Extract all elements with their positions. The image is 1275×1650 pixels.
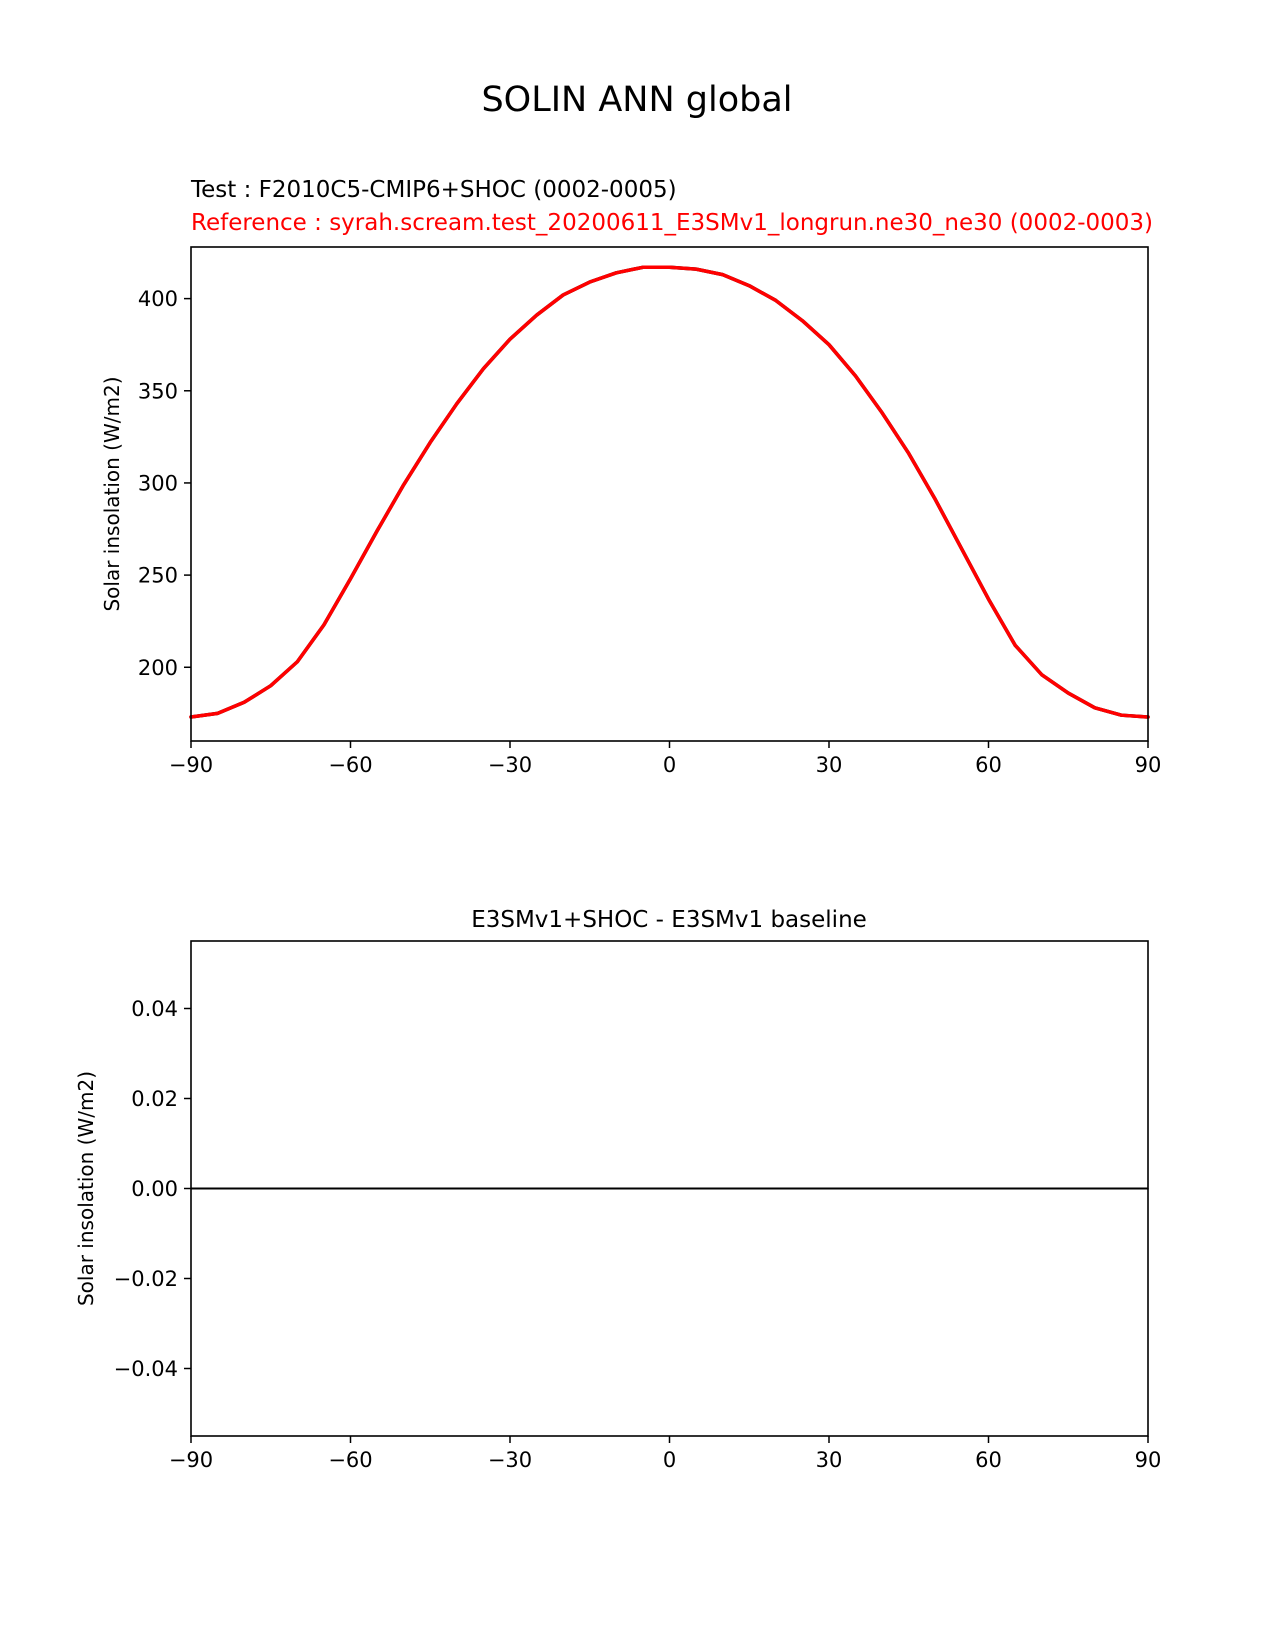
y-tick-label: 250 (137, 563, 178, 588)
x-tick-label: 0 (662, 1448, 677, 1472)
reference-title: Reference : syrah.scream.test_20200611_E3SMv1_longrun.ne30_ne30 (0002-0003) (191, 210, 1154, 236)
y-tick-label: −0.04 (113, 1357, 178, 1381)
x-tick-label: −90 (168, 1448, 214, 1472)
y-axis-label: Solar insolation (W/m2) (74, 1070, 98, 1307)
x-tick-label: −60 (328, 1448, 373, 1472)
x-tick-label: 60 (975, 753, 1002, 777)
test-title: Test : F2010C5-CMIP6+SHOC (0002-0005) (191, 177, 677, 203)
y-tick-label: 0.02 (131, 1087, 178, 1111)
series-line-reference (191, 267, 1148, 717)
y-tick-label: 0.04 (131, 997, 178, 1021)
x-tick-label: 0 (662, 753, 677, 777)
plot-area (114, 941, 1162, 1472)
x-tick-label: 30 (815, 753, 843, 777)
x-tick-label: 60 (975, 1448, 1002, 1472)
y-tick-label: 350 (137, 379, 178, 404)
x-tick-label: −90 (168, 753, 214, 777)
x-tick-label: −30 (487, 1448, 533, 1472)
bottom-panel (74, 907, 1161, 1472)
x-tick-label: −30 (487, 753, 533, 777)
plot-area (138, 247, 1161, 777)
figure-title: SOLIN ANN global (481, 80, 793, 120)
y-axis-label: Solar insolation (W/m2) (100, 376, 124, 612)
x-tick-label: 90 (1134, 753, 1162, 777)
difference-title: E3SMv1+SHOC - E3SMv1 baseline (471, 907, 867, 933)
series-line-test (191, 267, 1148, 717)
y-tick-label: 300 (137, 471, 178, 496)
y-tick-label: −0.02 (113, 1267, 178, 1291)
axes-frame (191, 247, 1148, 741)
x-tick-label: 30 (815, 1448, 843, 1472)
y-tick-label: 200 (137, 655, 178, 680)
x-tick-label: 90 (1134, 1448, 1162, 1472)
y-tick-label: 0.00 (131, 1177, 178, 1201)
x-tick-label: −60 (328, 753, 373, 777)
y-tick-label: 400 (137, 287, 178, 312)
top-panel (100, 177, 1161, 777)
